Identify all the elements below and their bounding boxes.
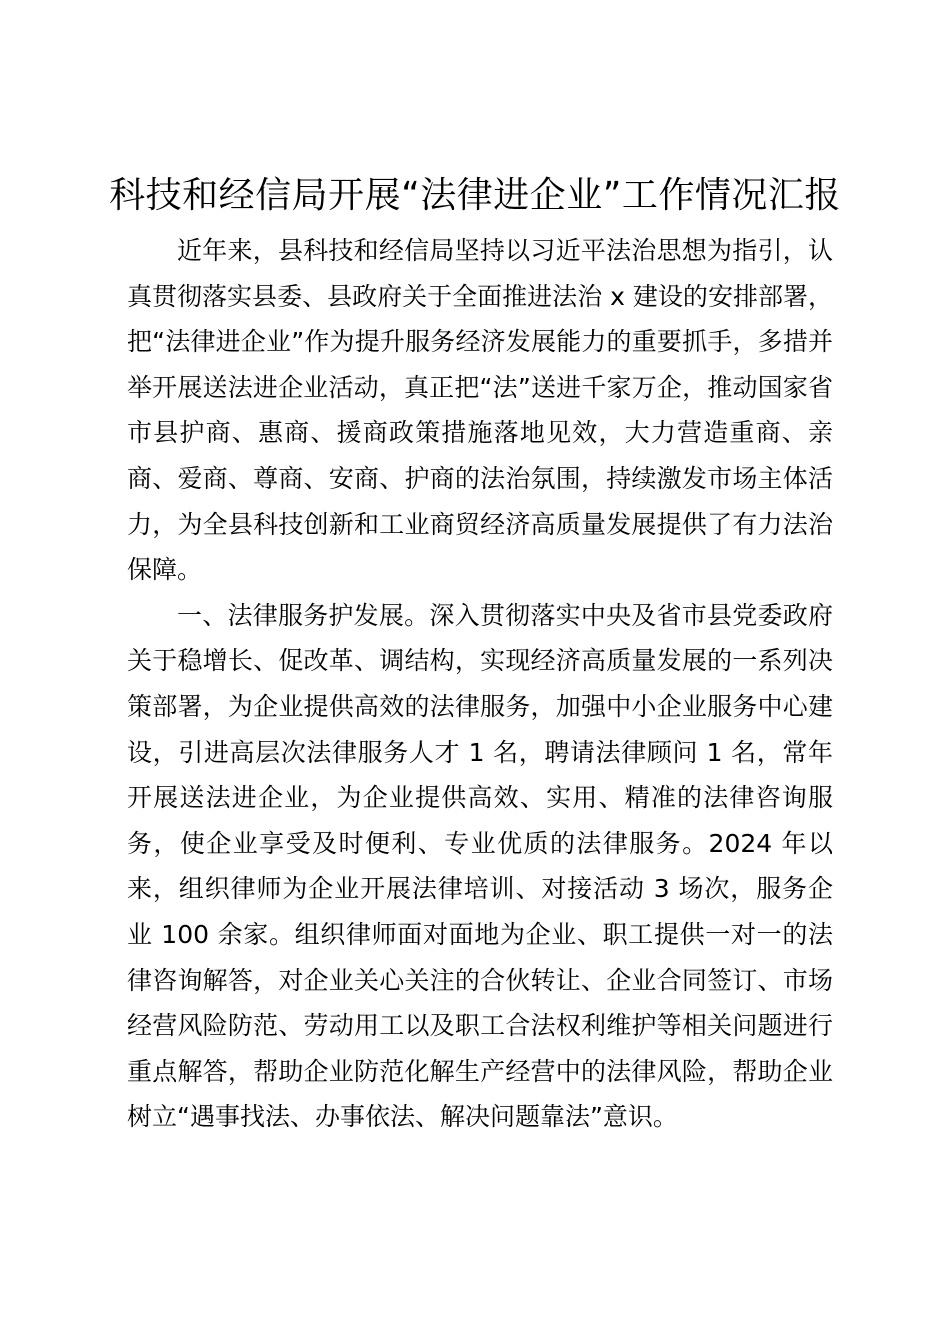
paragraph-section-1: 一、法律服务护发展。深入贯彻落实中央及省市县党委政府关于稳增长、促改革、调结构，实现经济高质量发展的一系列决策部署，为企业提供高效的法律服务，加强中小企业服务中心建设，引进高层次法律服务人才 1 名，聘请法律顾问 1 名，常年开展送法进企业，为企业提供高效、实用、精准的法律咨询服务，使企业享受及时便利、专业优质的法律服务。2024 年以来，组织律师为企业开展法律培训、对接活动 3 场次，服务企业 100 余家。组织律师面对面地为企业、职工提供一对一的法律咨询解答，对企业关心关注的合伙转让、企业合同签订、市场经营风险防范、劳动用工以及职工合法权利维护等相关问题进行重点解答，帮助企业防范化解生产经营中的法律风险，帮助企业树立“遇事找法、办事依法、解决问题靠法”意识。: [127, 600, 833, 1132]
document-title: 科技和经信局开展“法律进企业”工作情况汇报: [109, 175, 841, 216]
document-body: [127, 228, 833, 1140]
paragraph-intro: 近年来，县科技和经信局坚持以习近平法治思想为指引，认真贯彻落实县委、县政府关于全面推进法治 x 建设的安排部署，把“法律进企业”作为提升服务经济发展能力的重要抓手，多措并举开展送法进企业活动，真正把“法”送进千家万企，推动国家省市县护商、惠商、援商政策措施落地见效，大力营造重商、亲商、爱商、尊商、安商、护商的法治氛围，持续激发市场主体活力，为全县科技创新和工业商贸经济高质量发展提供了有力法治保障。: [127, 236, 833, 585]
